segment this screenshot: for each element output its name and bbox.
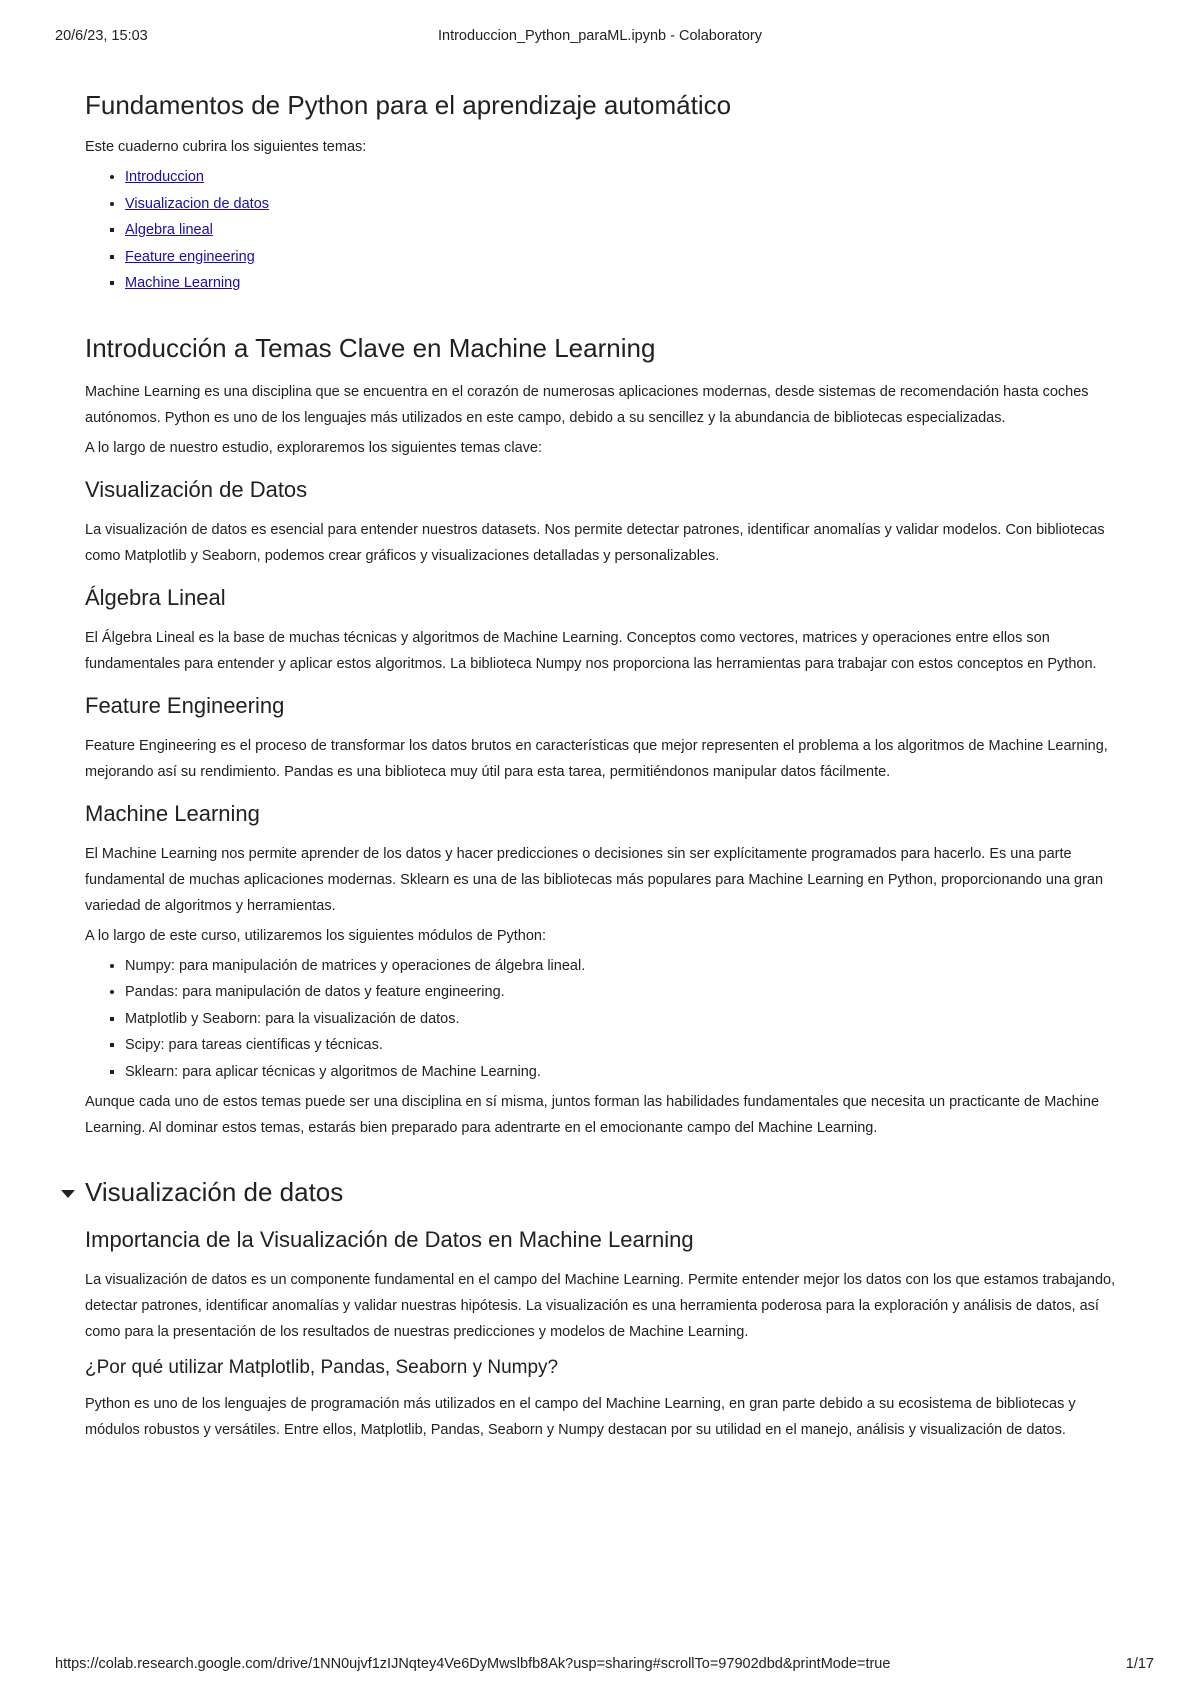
intro-paragraph: A lo largo de nuestro estudio, exploraremos los siguientes temas clave: [85,439,542,456]
viz-paragraph: La visualización de datos es un componente fundamental en el campo del Machine Learning. Permite entender mejor los datos con los que estamos trabajando, detectar patrones, identificar anomalías y validar nuestras hipótesis. La visualización es una herramienta poderosa para la exploración y análisis de datos, así como para la presentación de los resultados de nuestras predicciones y modelos de Machine Learning. [85,1272,1116,1340]
viz-section-heading: Visualización de datos [85,1177,344,1207]
modules-list [85,953,1120,1086]
print-url: https://colab.research.google.com/drive/1NN0ujvf1zIJNqtey4Ve6DyMwslbfb8Ak?usp=sharing#scrollTo=97902dbd&printMode=true [55,1656,891,1672]
print-footer [0,1656,1200,1678]
viz-subheading: Importancia de la Visualización de Datos en Machine Learning [85,1227,694,1252]
closing-paragraph: Aunque cada uno de estos temas puede ser una disciplina en sí misma, juntos forman las habilidades fundamentales que necesita un practicante de Machine Learning. Al dominar estos temas, estarás bien preparado para adentrarte en el emocionante campo del Machine Learning. [85,1094,1100,1136]
topic-text: El Álgebra Lineal es la base de muchas técnicas y algoritmos de Machine Learning. Conceptos como vectores, matrices y operaciones entre ellos son fundamentales para entender y aplicar estos algoritmos. La biblioteca Numpy nos proporciona las herramientas para trabajar con estos conceptos en Python. [85,629,1097,672]
toc-link-algebra[interactable]: Algebra lineal [125,222,213,238]
page-number: 1/17 [1125,1656,1154,1672]
viz-question-heading: ¿Por qué utilizar Matplotlib, Pandas, Seaborn y Numpy? [85,1357,559,1378]
print-header [0,28,1200,50]
main-title: Fundamentos de Python para el aprendizaje automático [85,90,732,120]
intro-text: Este cuaderno cubrira los siguientes temas: [85,139,367,155]
toc-item [125,217,1120,244]
module-item: ▪ Sklearn: para aplicar técnicas y algoritmos de Machine Learning. [125,1059,1120,1086]
toc-item [125,270,1120,297]
print-document-title: Introduccion_Python_paraML.ipynb - Colaboratory [437,28,763,44]
print-datetime: 20/6/23, 15:03 [55,28,148,44]
notebook-content [85,88,1120,1443]
toc-link-introduccion[interactable]: Introduccion [125,169,204,185]
toc-item [125,164,1120,191]
toc-list [85,164,1120,297]
topic-heading: Álgebra Lineal [85,584,226,610]
modules-intro: A lo largo de este curso, utilizaremos los siguientes módulos de Python: [85,927,547,944]
toc-item [125,244,1120,271]
module-item: • Numpy: para manipulación de matrices y operaciones de álgebra lineal. [125,953,1120,980]
topic-text: El Machine Learning nos permite aprender de los datos y hacer predicciones o decisiones sin ser explícitamente programados para hacerlo. Es una parte fundamental de muchas aplicaciones modernas. Sklearn es una de las bibliotecas más populares para Machine Learning en Python, proporcionando una gran variedad de algoritmos y herramientas. [85,845,1104,914]
collapse-caret-icon[interactable] [61,1190,75,1198]
viz-section-header[interactable] [85,1175,1120,1209]
topic-text: Feature Engineering es el proceso de transformar los datos brutos en características que mejor representen el problema a los algoritmos de Machine Learning, mejorando así su rendimiento. Pandas es una biblioteca muy útil para esta tarea, permitiéndonos manipular datos fácilmente. [85,737,1108,780]
viz-paragraph: Python es uno de los lenguajes de programación más utilizados en el campo del Machine Learning, en gran parte debido a su ecosistema de bibliotecas y módulos robustos y versátiles. Entre ellos, Matplotlib, Pandas, Seaborn y Numpy destacan por su utilidad en el manejo, análisis y visualización de datos. [85,1396,1076,1438]
intro-section-heading: Introducción a Temas Clave en Machine Learning [85,332,656,363]
toc-item [125,191,1120,218]
toc-link-feature-engineering[interactable]: Feature engineering [125,248,255,265]
topic-heading: Feature Engineering [85,692,285,718]
topic-heading: Machine Learning [85,800,260,826]
topic-heading: Visualización de Datos [85,476,308,502]
toc-link-machine-learning[interactable]: Machine Learning [125,275,241,291]
intro-paragraph: Machine Learning es una disciplina que se encuentra en el corazón de numerosas aplicaciones modernas, desde sistemas de recomendación hasta coches autónomos. Python es uno de los lenguajes más utilizados en este campo, debido a su sencillez y la abundancia de bibliotecas especializadas. [85,383,1089,426]
module-item: ▪ Matplotlib y Seaborn: para la visualización de datos. [125,1006,1120,1033]
module-item: • Pandas: para manipulación de datos y feature engineering. [125,979,1120,1006]
topic-text: La visualización de datos es esencial para entender nuestros datasets. Nos permite detectar patrones, identificar anomalías y validar modelos. Con bibliotecas como Matplotlib y Seaborn, podemos crear gráficos y visualizaciones detalladas y personalizables. [85,521,1105,564]
toc-link-visualizacion[interactable]: Visualizacion de datos [125,195,270,212]
module-item: ▪ Scipy: para tareas científicas y técnicas. [125,1032,1120,1059]
